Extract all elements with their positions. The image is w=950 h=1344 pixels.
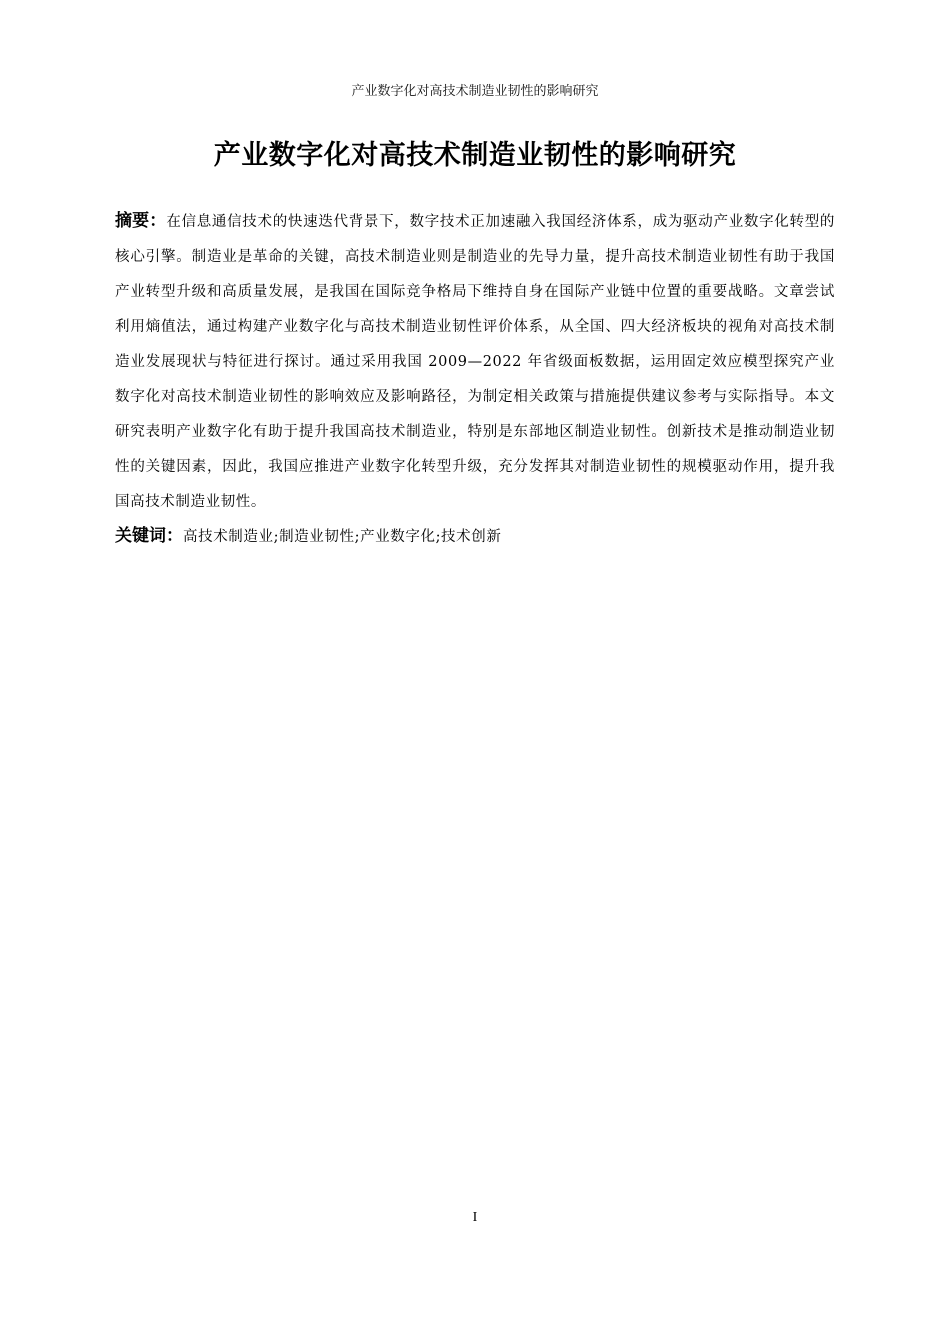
running-header: 产业数字化对高技术制造业韧性的影响研究 [351,83,599,98]
keywords-label: 关键词： [115,526,183,546]
page-title: 产业数字化对高技术制造业韧性的影响研究 [213,140,737,171]
keywords-text: 高技术制造业;制造业韧性;产业数字化;技术创新 [183,529,502,545]
abstract-text: 在信息通信技术的快速迭代背景下，数字技术正加速融入我国经济体系，成为驱动产业数字化转型的核心引擎。制造业是革命的关键，高技术制造业则是制造业的先导力量，提升高技术制造业韧性有助于我国产业转型升级和高质量发展，是我国在国际竞争格局下维持自身在国际产业链中位置的重要战略。文章尝试利用熵值法，通过构建产业数字化与高技术制造业韧性评价体系，从全国、四大经济板块的视角对高技术制造业发展现状与特征进行探讨。通过采用我国 2009—2022 年省级面板数据，运用固定效应模型探究产业数字化对高技术制造业韧性的影响效应及影响路径，为制定相关政策与措施提供建议参考与实际指导。本文研究表明产业数字化有助于提升我国高技术制造业，特别是东部地区制造业韧性。创新技术是推动制造业韧性的关键因素，因此，我国应推进产业数字化转型升级，充分发挥其对制造业韧性的规模驱动作用，提升我国高技术制造业韧性。 [115,214,836,510]
abstract-paragraph [115,204,835,520]
page-number: I [472,1210,478,1225]
abstract-label: 摘要： [115,211,167,231]
keywords-line [115,519,835,555]
